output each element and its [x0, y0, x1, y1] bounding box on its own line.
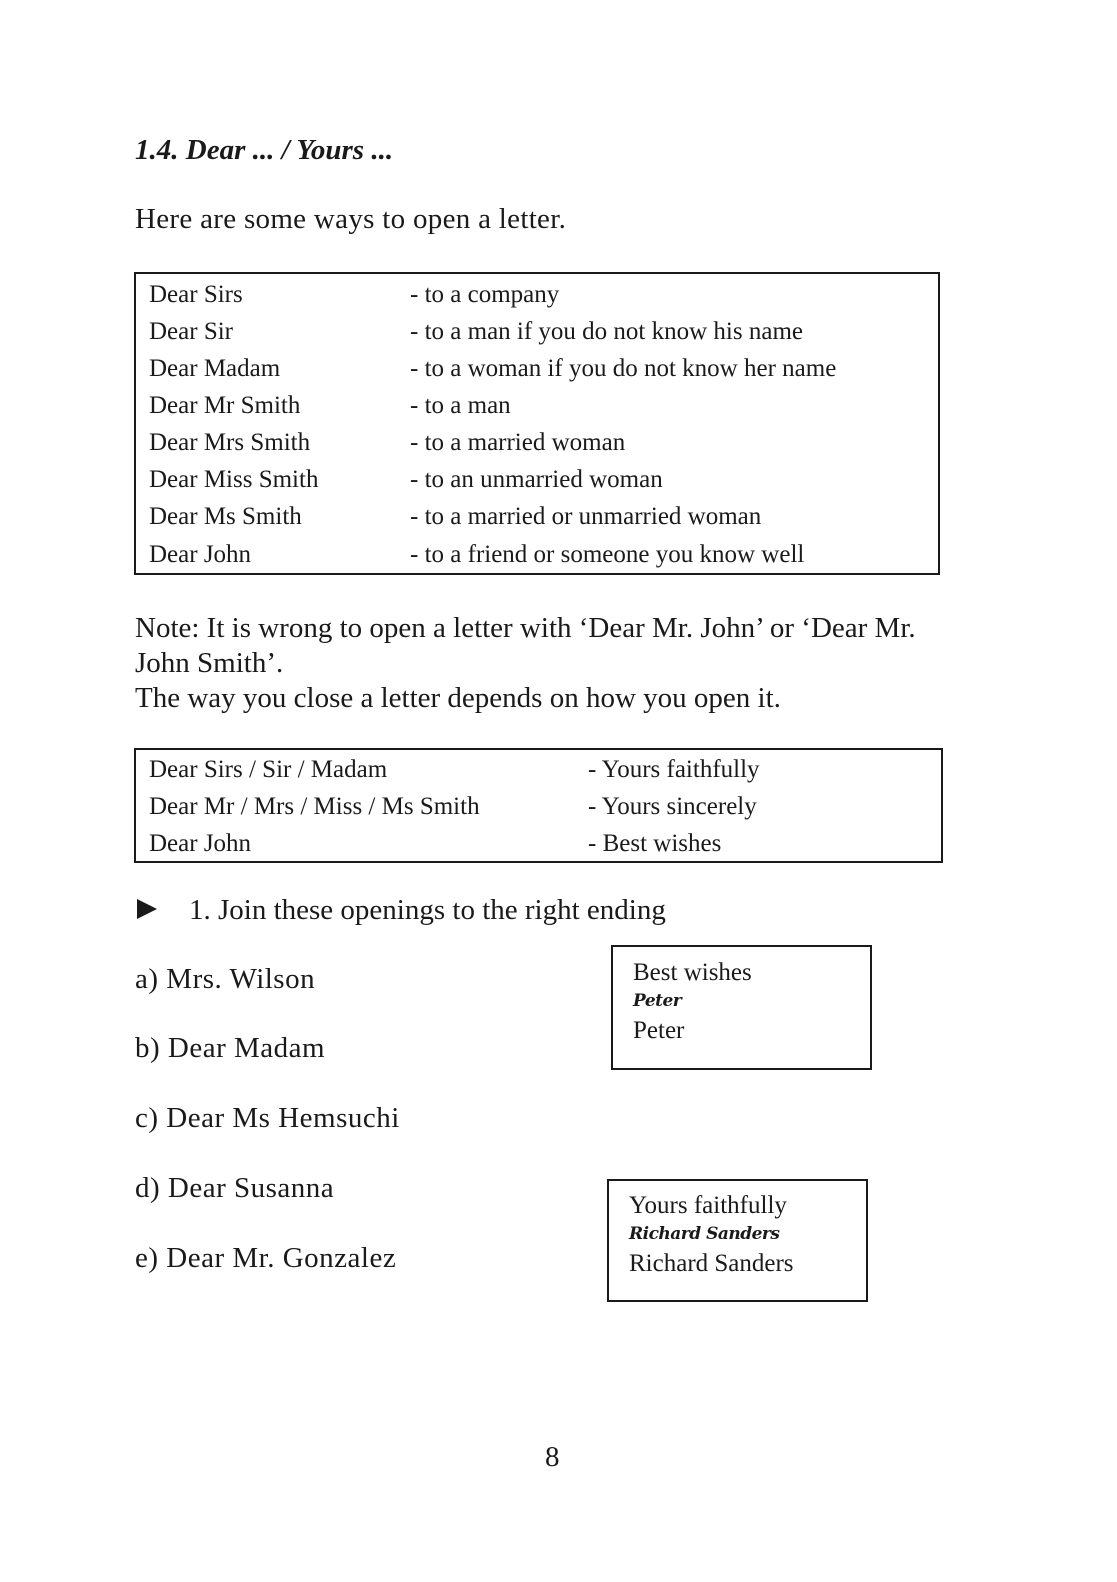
note-line: The way you close a letter depends on how you open it.: [135, 682, 781, 714]
closing-cell: - Yours faithfully: [588, 756, 760, 783]
opening-cell: Dear John: [149, 541, 252, 568]
opening-cell: Dear Sirs: [149, 281, 243, 308]
usage-cell: - to an unmarried woman: [410, 466, 663, 493]
page-number: 8: [545, 1441, 560, 1473]
usage-cell: - to a company: [410, 281, 560, 308]
exercise-opening: b) Dear Madam: [135, 1032, 326, 1064]
opening-cell: Dear Mrs Smith: [149, 429, 311, 456]
opening-cell: Dear Sirs / Sir / Madam: [149, 756, 388, 783]
intro-text: Here are some ways to open a letter.: [135, 203, 567, 235]
section-heading: 1.4. Dear ... / Yours ...: [135, 134, 394, 166]
note-paragraph: [135, 611, 985, 716]
opening-cell: Dear Mr / Mrs / Miss / Ms Smith: [149, 793, 480, 820]
usage-cell: - to a married woman: [410, 429, 626, 456]
closing-line: Yours faithfully: [629, 1192, 787, 1219]
opening-cell: Dear John: [149, 830, 252, 857]
opening-cell: Dear Madam: [149, 355, 281, 382]
signature-box: [607, 1179, 868, 1302]
exercise-opening: a) Mrs. Wilson: [135, 963, 316, 995]
usage-cell: - to a woman if you do not know her name: [410, 355, 837, 382]
exercise-instruction: [137, 894, 666, 927]
note-line: Note: It is wrong to open a letter with ‘Dear Mr. John’ or ‘Dear Mr.: [135, 612, 916, 644]
signer-name: Peter: [633, 1017, 685, 1044]
exercise-text: 1. Join these openings to the right ending: [189, 894, 666, 926]
handwritten-signature: Richard Sanders: [629, 1224, 780, 1244]
play-arrow-icon: [137, 899, 157, 919]
signature-box: [611, 945, 872, 1070]
closings-table: [134, 748, 943, 863]
closing-cell: - Best wishes: [588, 830, 722, 857]
opening-cell: Dear Ms Smith: [149, 503, 302, 530]
closing-line: Best wishes: [633, 959, 752, 986]
note-line: John Smith’.: [135, 647, 284, 679]
opening-cell: Dear Mr Smith: [149, 392, 301, 419]
exercise-opening: e) Dear Mr. Gonzalez: [135, 1242, 397, 1274]
usage-cell: - to a man: [410, 392, 511, 419]
signer-name: Richard Sanders: [629, 1250, 794, 1277]
closing-cell: - Yours sincerely: [588, 793, 757, 820]
usage-cell: - to a man if you do not know his name: [410, 318, 803, 345]
exercise-opening: c) Dear Ms Hemsuchi: [135, 1102, 400, 1134]
opening-cell: Dear Sir: [149, 318, 233, 345]
openings-table: [134, 272, 940, 575]
usage-cell: - to a friend or someone you know well: [410, 541, 805, 568]
opening-cell: Dear Miss Smith: [149, 466, 319, 493]
handwritten-signature: Peter: [633, 991, 682, 1011]
usage-cell: - to a married or unmarried woman: [410, 503, 762, 530]
exercise-opening: d) Dear Susanna: [135, 1172, 335, 1204]
